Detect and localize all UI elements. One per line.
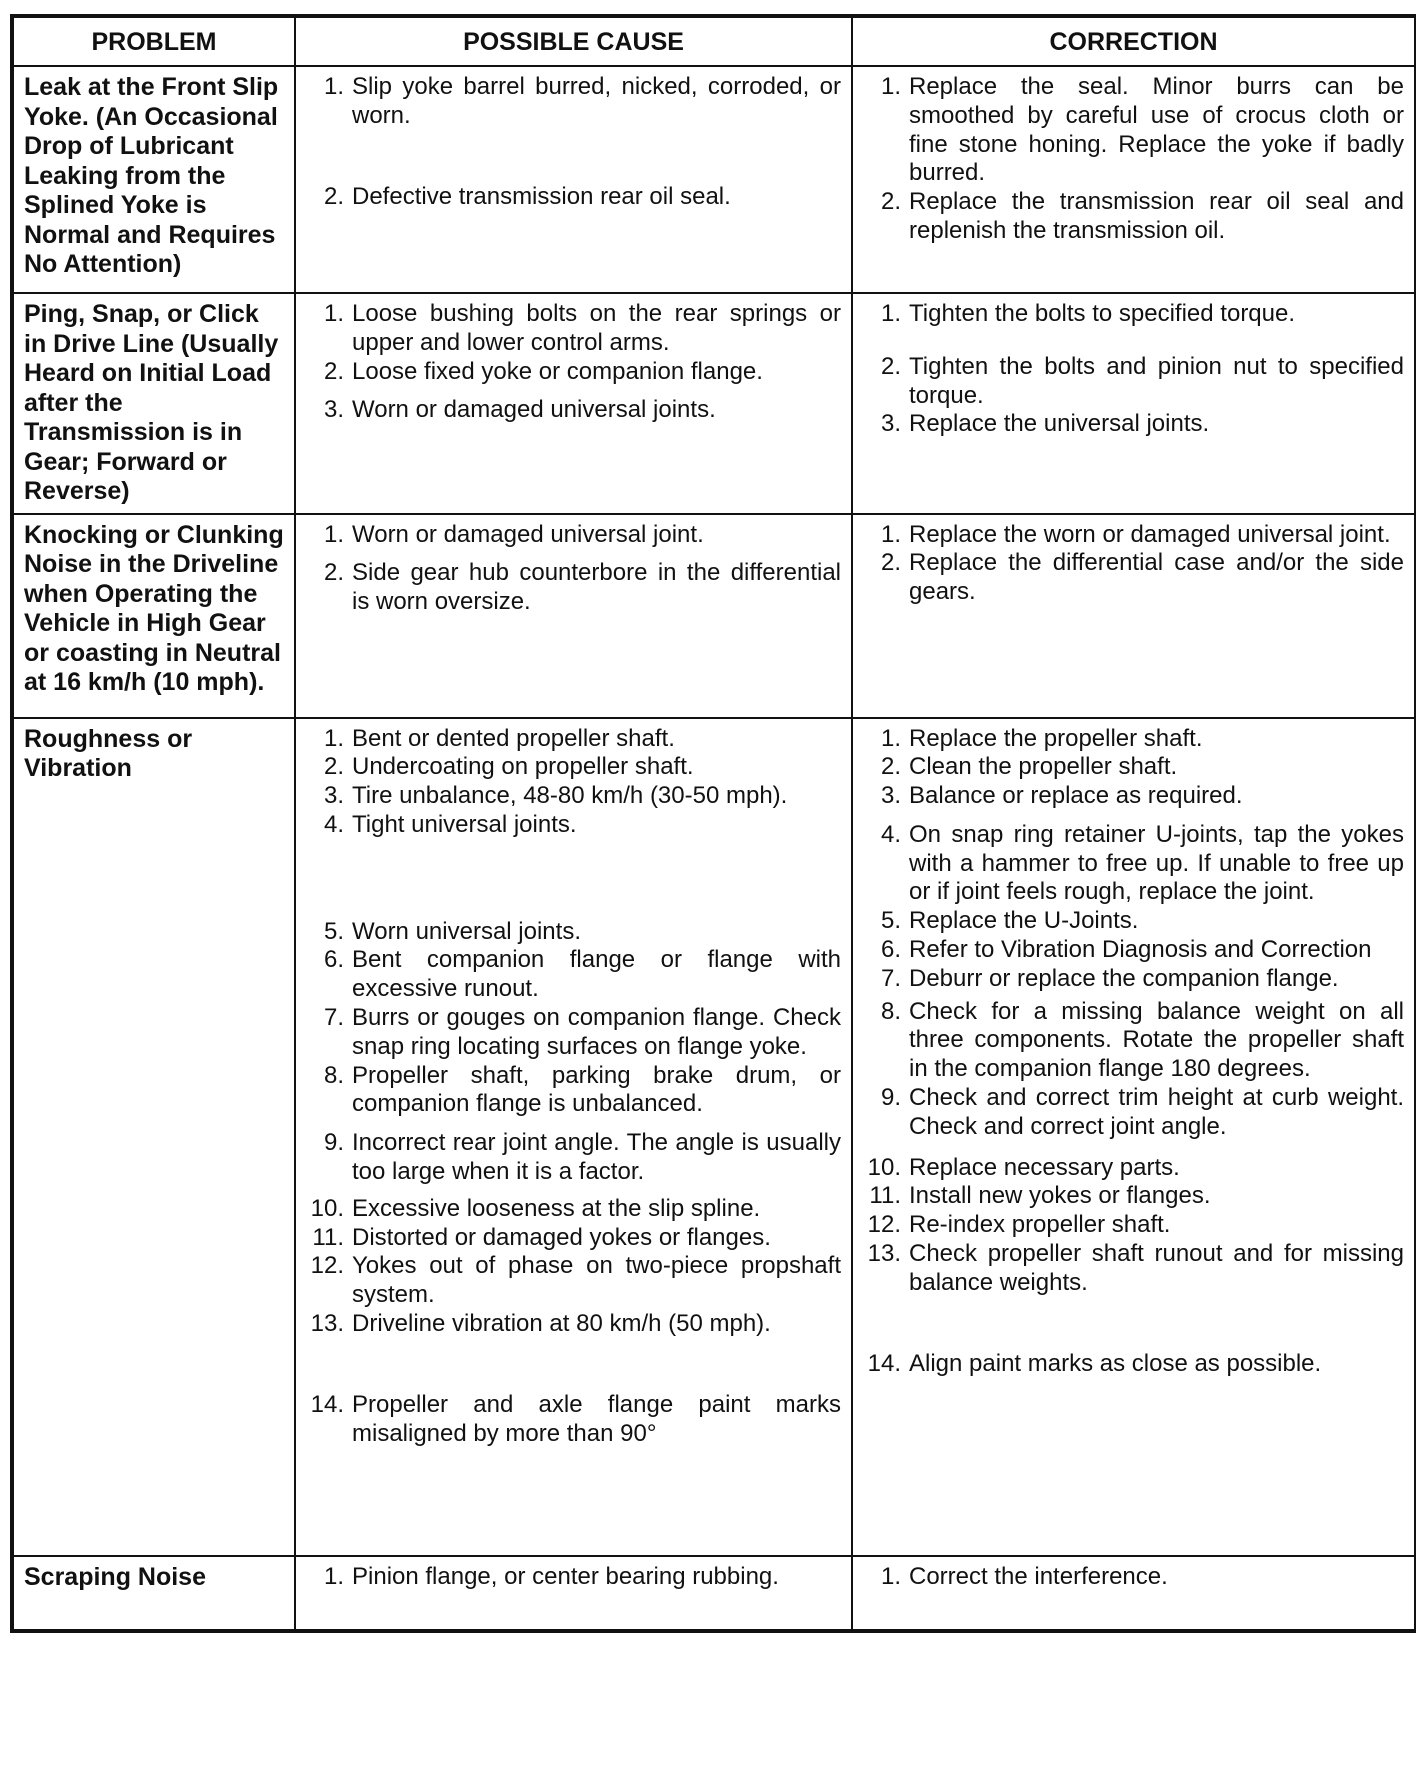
correction-item-number: 2. [880,753,901,781]
cause-cell [295,66,852,293]
correction-item [863,300,1404,329]
cause-item [306,396,841,425]
problem-cell: Roughness or Vibration [13,718,295,1556]
cause-item-text: Distorted or damaged yokes or flanges. [352,1223,771,1251]
cause-list [306,73,841,211]
correction-item-number: 9. [880,1084,901,1112]
correction-item [863,907,1404,936]
correction-item-text: Correct the interference. [909,1562,1168,1590]
cause-item-text: Bent companion flange or flange with excessive runout. [352,946,841,1003]
correction-item-number: 11. [869,1182,901,1210]
correction-item [863,1182,1404,1211]
correction-item [863,1084,1404,1142]
diagnosis-document [10,14,1416,1633]
cause-item-number: 9. [323,1129,344,1157]
cause-item-number: 5. [323,917,344,945]
cause-item-text: Tight universal joints. [352,810,577,838]
cause-item-text: Loose fixed yoke or companion flange. [352,357,763,385]
cause-item [306,559,841,617]
correction-item-number: 1. [880,300,901,327]
correction-item-text: Install new yokes or flanges. [909,1182,1211,1210]
correction-item-number: 4. [880,820,901,848]
correction-item-text: Replace the worn or damaged universal joint. [909,520,1391,548]
correction-item-text: Replace the universal joints. [909,410,1210,438]
cause-item-number: 6. [323,946,344,974]
cause-item-text: Worn or damaged universal joints. [352,396,716,424]
correction-item-text: Replace the transmission rear oil seal and replenish the transmission oil. [909,188,1404,244]
correction-cell [852,66,1415,293]
cause-item [306,946,841,1004]
correction-item-text: Tighten the bolts to specified torque. [909,300,1296,327]
cause-item-text: Bent or dented propeller shaft. [352,724,675,752]
problem-cell: Scraping Noise [13,1556,295,1630]
cause-item-text: Side gear hub counterbore in the differential is worn oversize. [352,559,841,616]
cause-item [306,1563,841,1592]
cause-item-text: Worn universal joints. [352,917,581,945]
cause-list [306,725,841,1449]
cause-item-text: Propeller shaft, parking brake drum, or companion flange is unbalanced. [352,1061,841,1118]
cause-item [306,782,841,811]
cause-item-text: Burrs or gouges on companion flange. Check snap ring locating surfaces on flange yoke. [352,1004,841,1060]
correction-item-number: 2. [880,352,901,380]
cause-item-number: 11. [312,1223,344,1251]
correction-item-text: Replace the U-Joints. [909,907,1139,935]
cause-cell [295,1556,852,1630]
correction-list [863,1563,1404,1592]
correction-item-number: 13. [867,1240,901,1268]
cause-item [306,300,841,358]
cause-item-number: 1. [323,1562,344,1590]
correction-list [863,725,1404,1379]
correction-item-number: 6. [880,936,901,964]
correction-item [863,1563,1404,1592]
cause-item-number: 13. [310,1310,344,1338]
correction-item [863,1211,1404,1240]
cause-item-text: Slip yoke barrel burred, nicked, corroded, or worn. [352,73,841,129]
cause-item-text: Yokes out of phase on two-piece propshaft system. [352,1252,841,1309]
cause-item-number: 1. [323,300,344,327]
cause-item-number: 1. [323,73,344,100]
cause-item [306,521,841,550]
cause-cell [295,293,852,514]
cause-item-number: 8. [323,1061,344,1089]
cause-item-text: Pinion flange, or center bearing rubbing. [352,1562,779,1590]
correction-item [863,753,1404,782]
problem-cell: Knocking or Clunking Noise in the Driveline when Operating the Vehicle in High Gear or coasting in Neutral at 16 km/h (10 mph). [13,514,295,718]
correction-item-number: 2. [880,549,901,577]
cause-item-number: 2. [323,559,344,587]
correction-item-number: 10. [867,1153,901,1181]
correction-item-text: Balance or replace as required. [909,782,1243,810]
cause-item [306,725,841,754]
cause-item-text: Tire unbalance, 48-80 km/h (30-50 mph). [352,782,788,810]
cause-item-number: 14. [310,1390,344,1418]
correction-item-text: Check propeller shaft runout and for missing balance weights. [909,1240,1404,1296]
correction-item [863,965,1404,994]
cause-list [306,521,841,617]
correction-item-text: Re-index propeller shaft. [909,1211,1171,1239]
correction-item [863,998,1404,1084]
cause-item [306,918,841,947]
correction-item-text: Replace the seal. Minor burrs can be smoothed by careful use of crocus cloth or fine stone honing. Replace the yoke if badly burred. [909,73,1404,187]
correction-item-text: On snap ring retainer U-joints, tap the yokes with a hammer to free up. If unable to free up or if joint feels rough, replace the joint. [909,820,1404,906]
correction-cell [852,293,1415,514]
cause-cell [295,718,852,1556]
cause-column-header: POSSIBLE CAUSE [295,17,852,66]
correction-item [863,821,1404,907]
correction-column-header: CORRECTION [852,17,1415,66]
correction-list [863,300,1404,439]
cause-item [306,1129,841,1187]
correction-item [863,353,1404,411]
cause-item [306,811,841,840]
cause-item [306,1004,841,1062]
correction-item-number: 3. [880,782,901,810]
cause-item-text: Worn or damaged universal joint. [352,520,704,548]
cause-cell [295,514,852,718]
correction-item-number: 1. [880,73,901,100]
correction-item-number: 1. [880,724,901,752]
correction-list [863,73,1404,246]
cause-item-number: 7. [323,1004,344,1032]
correction-item-number: 5. [880,907,901,935]
cause-item-text: Loose bushing bolts on the rear springs or upper and lower control arms. [352,300,841,356]
correction-item-number: 12. [867,1211,901,1239]
correction-cell [852,514,1415,718]
cause-item [306,1224,841,1253]
cause-item-number: 1. [323,520,344,548]
correction-item [863,549,1404,607]
cause-item-number: 10. [310,1194,344,1222]
cause-item [306,1310,841,1339]
correction-item-number: 2. [880,188,901,216]
correction-item [863,410,1404,439]
cause-item-number: 2. [323,357,344,385]
correction-item-number: 1. [880,1562,901,1590]
cause-item-text: Excessive looseness at the slip spline. [352,1194,761,1222]
cause-item-number: 2. [323,182,344,210]
correction-item-text: Replace the propeller shaft. [909,724,1203,752]
correction-item [863,521,1404,550]
correction-item-text: Check and correct trim height at curb weight. Check and correct joint angle. [909,1084,1404,1140]
cause-item [306,1195,841,1224]
header-row [13,17,1415,66]
correction-item-number: 14. [867,1349,901,1377]
table-row [13,66,1415,293]
cause-item-text: Driveline vibration at 80 km/h (50 mph). [352,1310,771,1338]
cause-item-text: Incorrect rear joint angle. The angle is usually too large when it is a factor. [352,1129,841,1186]
correction-item-text: Check for a missing balance weight on all three components. Rotate the propeller shaft in the companion flange 180 degrees. [909,997,1404,1083]
cause-item [306,183,841,212]
correction-cell [852,1556,1415,1630]
cause-item [306,1252,841,1310]
table-row [13,1556,1415,1630]
correction-list [863,521,1404,607]
problem-column-header: PROBLEM [13,17,295,66]
cause-item [306,753,841,782]
correction-item-text: Replace the differential case and/or the side gears. [909,549,1404,606]
correction-item [863,1350,1404,1379]
problem-cell: Leak at the Front Slip Yoke. (An Occasional Drop of Lubricant Leaking from the Splined Yoke is Normal and Requires No Attention) [13,66,295,293]
cause-item [306,1391,841,1449]
correction-item-text: Refer to Vibration Diagnosis and Correction [909,936,1372,964]
cause-item [306,1062,841,1120]
cause-item-number: 4. [323,810,344,838]
correction-item-number: 7. [880,964,901,992]
correction-item-text: Clean the propeller shaft. [909,753,1178,781]
correction-item-text: Tighten the bolts and pinion nut to specified torque. [909,352,1404,409]
correction-item-text: Align paint marks as close as possible. [909,1349,1322,1377]
correction-item [863,1240,1404,1298]
table-row [13,718,1415,1556]
correction-item-number: 1. [880,520,901,548]
cause-list [306,300,841,425]
cause-item-number: 2. [323,753,344,781]
correction-item [863,936,1404,965]
correction-item-number: 3. [880,410,901,438]
problem-cell: Ping, Snap, or Click in Drive Line (Usually Heard on Initial Load after the Transmission is in Gear; Forward or Reverse) [13,293,295,514]
correction-item [863,188,1404,246]
cause-item-text: Undercoating on propeller shaft. [352,753,694,781]
cause-item [306,73,841,131]
correction-item [863,73,1404,188]
correction-item-text: Deburr or replace the companion flange. [909,964,1339,992]
cause-item [306,358,841,387]
cause-item-number: 3. [323,782,344,810]
cause-item-text: Defective transmission rear oil seal. [352,182,731,210]
cause-item-text: Propeller and axle flange paint marks misaligned by more than 90° [352,1390,841,1447]
cause-item-number: 12. [310,1252,344,1280]
table-row [13,514,1415,718]
correction-item [863,725,1404,754]
correction-item-text: Replace necessary parts. [909,1153,1180,1181]
correction-cell [852,718,1415,1556]
correction-item [863,1154,1404,1183]
cause-list [306,1563,841,1592]
correction-item [863,782,1404,811]
cause-item-number: 1. [323,724,344,752]
diagnosis-table [12,16,1416,1631]
correction-item-number: 8. [880,997,901,1025]
cause-item-number: 3. [323,396,344,424]
table-row [13,293,1415,514]
